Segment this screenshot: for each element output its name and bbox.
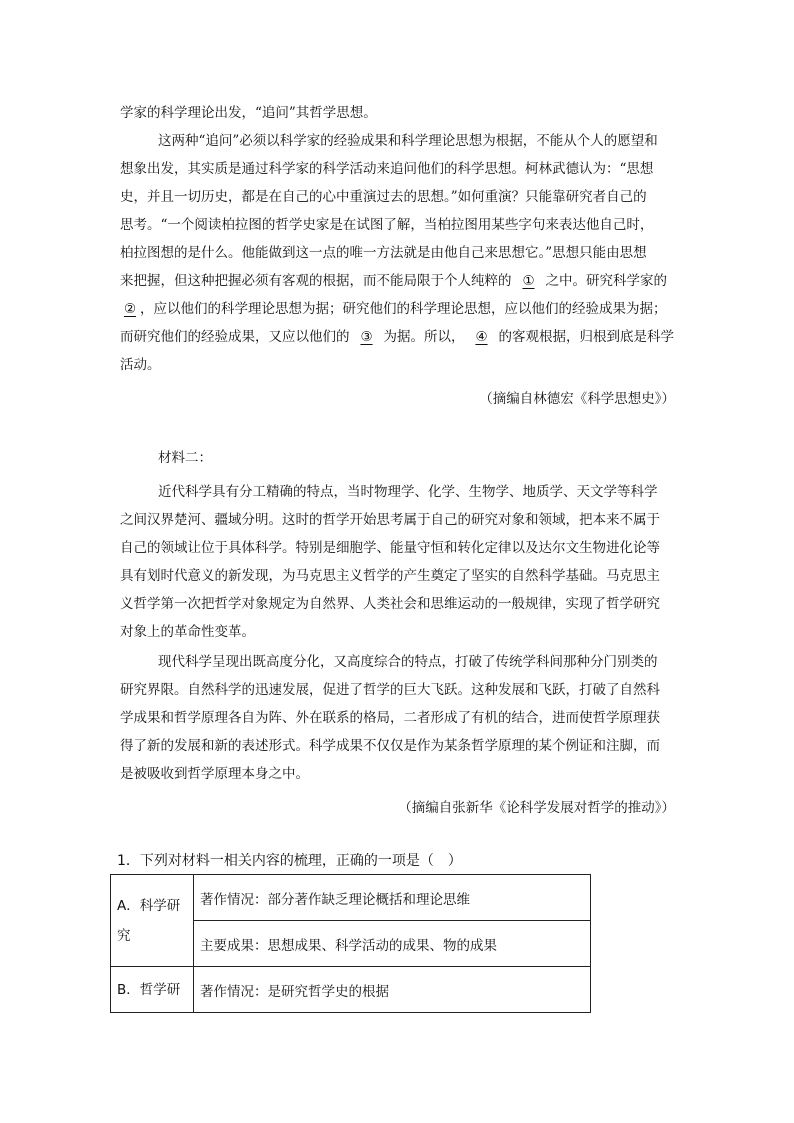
line-text: 为据。所以， [383, 329, 465, 345]
source-citation: （摘编自林德宏《科学思想史》） [479, 391, 675, 407]
passage-line: 想象出发，其实质是通过科学家的科学活动来追问他们的科学思想。柯林武德认为：“思想 [120, 161, 654, 177]
blank-1: ① [522, 273, 535, 289]
line-text: 的客观根据，归根到底是科学 [498, 329, 674, 345]
option-content: 著作情况：是研究哲学史的根据 [194, 967, 591, 1013]
blank-3: ③ [360, 329, 373, 345]
passage-line [120, 267, 675, 295]
passage-line: 对象上的革命性变革。 [120, 624, 255, 640]
options-table [110, 874, 591, 1013]
line-text: 来把握，但这种把握必须有客观的根据，而不能局限于个人纯粹的 [120, 273, 512, 289]
passage-line: 这两种“追问”必须以科学家的经验成果和科学理论思想为根据，不能从个人的愿望和 [158, 133, 658, 149]
option-row [111, 967, 591, 1013]
passage-line: 得了新的发展和新的表述形式。科学成果不仅仅是作为某条哲学原理的某个例证和注脚，而 [120, 738, 660, 754]
passage-line [120, 295, 675, 323]
passage-line: 学成果和哲学原理各自为阵、外在联系的格局，二者形成了有机的结合，进而使哲学原理获 [120, 710, 660, 726]
blank-2: ② [123, 301, 137, 317]
passage-line: 研究界限。自然科学的迅速发展，促进了哲学的巨大飞跃。这种发展和飞跃，打破了自然科 [120, 682, 660, 698]
material-2-heading: 材料二： [158, 450, 212, 466]
material-1-passage [120, 99, 675, 413]
source-citation: （摘编自张新华《论科学发展对哲学的推动》） [398, 800, 675, 816]
passage-line: 近代科学具有分工精确的特点，当时物理学、化学、生物学、地质学、天文学等科学 [158, 484, 658, 500]
passage-line: 自己的领域让位于具体科学。特别是细胞学、能量守恒和转化定律以及达尔文生物进化论等 [120, 540, 660, 556]
passage-line: 现代科学呈现出既高度分化，又高度综合的特点，打破了传统学科间那种分门别类的 [158, 654, 658, 670]
option-row [111, 875, 591, 921]
line-text: ，应以他们的科学理论思想为据；研究他们的科学理论思想，应以他们的经验成果为据； [140, 301, 667, 317]
option-label: A．科学研究 [111, 875, 194, 967]
option-label: B．哲学研 [111, 967, 194, 1013]
passage-line: 具有划时代意义的新发现，为马克思主义哲学的产生奠定了坚实的自然科学基础。马克思主 [120, 568, 660, 584]
passage-line: 史，并且一切历史，都是在自己的心中重演过去的思想。”如何重演？只能靠研究者自己的 [120, 189, 647, 205]
passage-line [120, 323, 675, 351]
passage-line: 柏拉图想的是什么。他能做到这一点的唯一方法就是由他自己来思想它。”思想只能由思想 [120, 245, 647, 261]
material-2-passage [120, 444, 675, 822]
option-content: 著作情况：部分著作缺乏理论概括和理论思维 [194, 875, 591, 921]
passage-line: 学家的科学理论出发，“追问”其哲学思想。 [120, 105, 377, 121]
line-text: 而研究他们的经验成果，又应以他们的 [120, 329, 350, 345]
passage-line: 义哲学第一次把哲学对象规定为自然界、人类社会和思维运动的一般规律，实现了哲学研究 [120, 596, 660, 612]
passage-line: 是被吸收到哲学原理本身之中。 [120, 766, 309, 782]
blank-4: ④ [475, 329, 488, 345]
passage-line: 之间汉界楚河、疆域分明。这时的哲学开始思考属于自己的研究对象和领域，把本来不属于 [120, 512, 660, 528]
option-content: 主要成果：思想成果、科学活动的成果、物的成果 [194, 921, 591, 967]
passage-line: 思考。“一个阅读柏拉图的哲学史家是在试图了解，当柏拉图用某些字句来表达他自己时， [120, 217, 654, 233]
line-text: 之中。研究科学家的 [545, 273, 667, 289]
passage-line: 活动。 [120, 357, 161, 373]
question-stem: 1．下列对材料一相关内容的梳理，正确的一项是（ ） [117, 853, 462, 869]
